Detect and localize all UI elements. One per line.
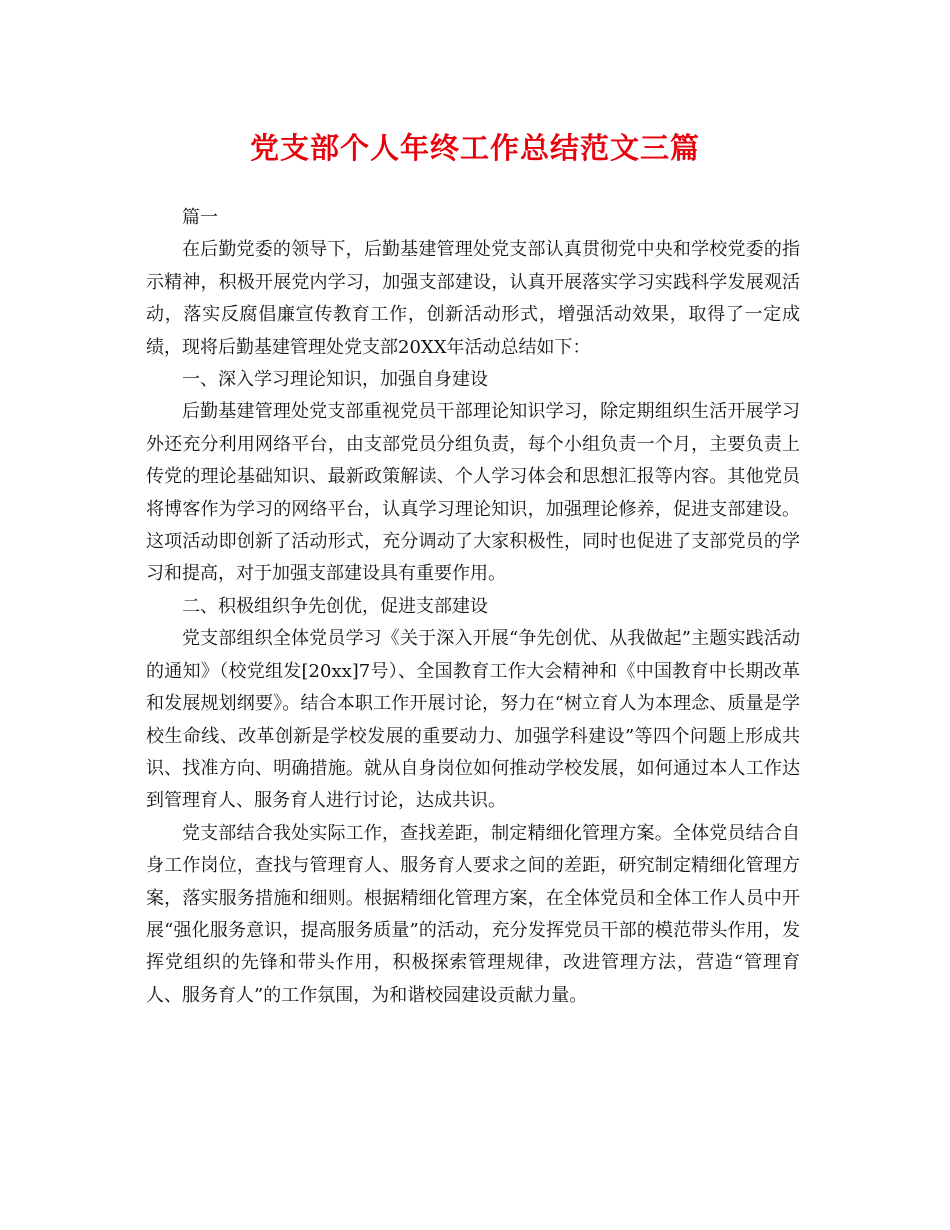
section-heading: 二、积极组织争先创优，促进支部建设 xyxy=(182,595,488,617)
intro-paragraph: 在后勤党委的领导下，后勤基建管理处党支部认真贯彻党中央和学校党委的指示精神，积极开展党内学习，加强支部建设，认真开展落实学习实践科学发展观活动，落实反腐倡廉宣传教育工作，创新活动形式，增强活动效果，取得了一定成绩，现将后勤基建管理处党支部20XX年活动总结如下： xyxy=(146,239,800,358)
document-body xyxy=(146,202,800,1012)
body-paragraph: 党支部组织全体党员学习《关于深入开展“争先创优、从我做起”主题实践活动的通知》（校党组发[20xx]7号）、全国教育工作大会精神和《中国教育中长期改革和发展规划纲要》。结合本职工作开展讨论，努力在“树立育人为本理念、质量是学校生命线、改革创新是学校发展的重要动力、加强学科建设”等四个问题上形成共识、找准方向、明确措施。就从自身岗位如何推动学校发展，如何通过本人工作达到管理育人、服务育人进行讨论，达成共识。 xyxy=(146,628,800,812)
section-heading: 一、深入学习理论知识，加强自身建设 xyxy=(182,369,488,391)
document-title: 党支部个人年终工作总结范文三篇 xyxy=(249,131,700,165)
section-label: 篇一 xyxy=(182,207,218,228)
body-paragraph: 后勤基建管理处党支部重视党员干部理论知识学习，除定期组织生活开展学习外还充分利用网络平台，由支部党员分组负责，每个小组负责一个月，主要负责上传党的理论基础知识、最新政策解读、个人学习体会和思想汇报等内容。其他党员将博客作为学习的网络平台，认真学习理论知识，加强理论修养，促进支部建设。这项活动即创新了活动形式，充分调动了大家积极性，同时也促进了支部党员的学习和提高，对于加强支部建设具有重要作用。 xyxy=(146,401,800,585)
body-paragraph: 党支部结合我处实际工作，查找差距，制定精细化管理方案。全体党员结合自身工作岗位，查找与管理育人、服务育人要求之间的差距，研究制定精细化管理方案，落实服务措施和细则。根据精细化管理方案，在全体党员和全体工作人员中开展“强化服务意识，提高服务质量”的活动，充分发挥党员干部的模范带头作用，发挥党组织的先锋和带头作用，积极探索管理规律，改进管理方法，营造“管理育人、服务育人”的工作氛围，为和谐校园建设贡献力量。 xyxy=(146,822,800,1006)
